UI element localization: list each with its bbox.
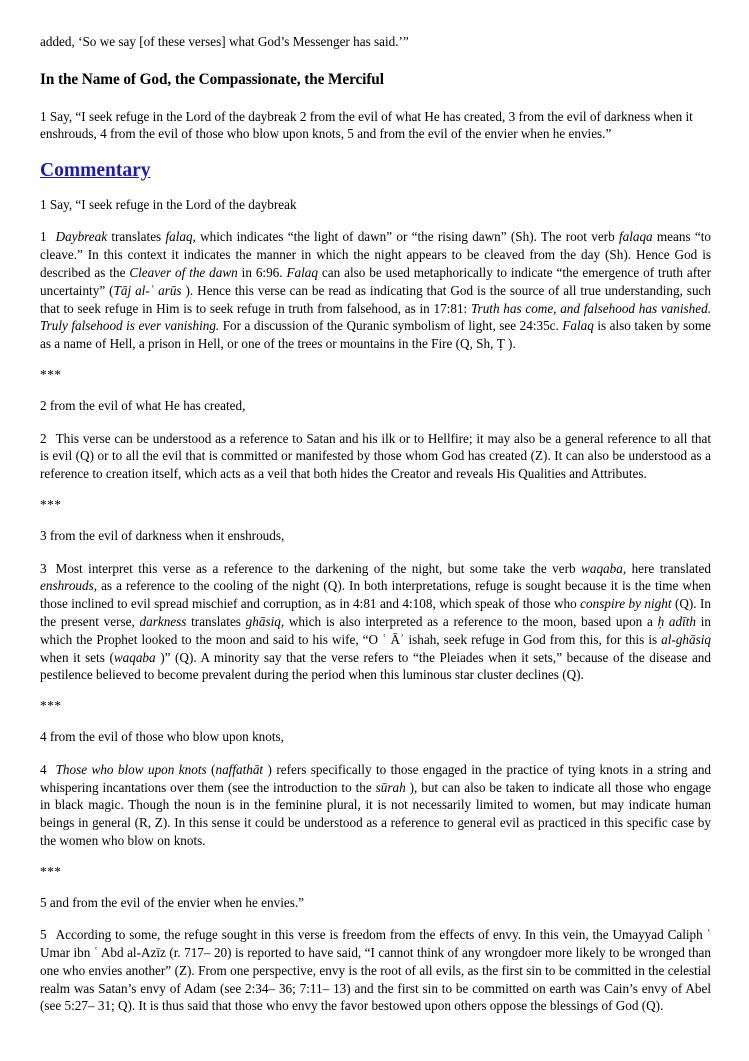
- spacer: [40, 51, 711, 70]
- spacer: [40, 383, 711, 397]
- note-body: This verse can be understood as a reference to Satan and his ilk or to Hellfire; it may also be a general reference to all that is evil (Q) or to all the evil that is committed or manifested by those whom God has created (Z). It can also be understood as a reference to creation itself, which acts as a veil that both hides the Creator and reveals His Qualities and Attributes.: [40, 430, 711, 482]
- spacer: [40, 513, 711, 527]
- note-number: 3: [40, 560, 47, 576]
- spacer: [40, 880, 711, 894]
- spacer: [40, 746, 711, 761]
- spacer: [40, 850, 711, 864]
- note-number: 4: [40, 761, 47, 777]
- commentary-heading-wrap: [40, 159, 711, 182]
- spacer: [40, 911, 711, 926]
- commentary-entries: [40, 196, 711, 1029]
- section-divider: ***: [40, 496, 62, 512]
- note-body: According to some, the refuge sought in this verse is freedom from the effects of envy. In this vein, the Umayyad Caliph ʿ Umar ibn ʿ Abd al-Azīz (r. 717– 20) is reported to have said, “I cannot think of any wrongdoer more likely to be wronged than one who envies another” (Z). From one perspective, envy is the root of all evils, as the first sin to be committed in the celestial realm was Satan’s envy of Adam (see 2:34– 36; 7:11– 13) and the first sin to be committed on earth was Cain’s envy of Abel (see 5:27– 31; Q). It is thus said that those who envy the favor bestowed upon others oppose the blessings of God (Q).: [40, 927, 711, 1014]
- spacer: [40, 143, 711, 159]
- verse-reference-line: 2 from the evil of what He has created,: [40, 397, 246, 413]
- note-number: 2: [40, 430, 47, 446]
- spacer: [40, 1015, 711, 1029]
- spacer: [40, 714, 711, 728]
- commentary-note: [40, 430, 711, 483]
- section-divider: ***: [40, 366, 62, 382]
- verse-reference-line: 3 from the evil of darkness when it enshrouds,: [40, 527, 285, 543]
- opening-line: added, ‘So we say [of these verses] what God’s Messenger has said.’”: [40, 34, 409, 49]
- spacer: [40, 415, 711, 430]
- commentary-note: [40, 761, 711, 850]
- bismillah-heading: In the Name of God, the Compassionate, the Merciful: [40, 70, 384, 88]
- note-body: Most interpret this verse as a reference to the darkening of the night, but some take the verb waqaba, here translated enshrouds, as a reference to the cooling of the night (Q). In both interpretations, refuge is sought because it is the time when those inclined to evil spread mischief and corruption, as in 4:81 and 4:108, which speak of those who conspire by night (Q). In the present verse, darkness translates ghāsiq, which is also interpreted as a reference to the moon, based upon a ḥ adīth in which the Prophet looked to the moon and said to his wife, “O ʿ Āʾ ishah, seek refuge in God from this, for this is al-ghāsiq when it sets (waqaba )” (Q). A minority say that the verse refers to “the Pleiades when it sets,” because of the disease and pestilence believed to become prevalent during the period when this luminous star cluster declines (Q).: [40, 560, 712, 683]
- spacer: [40, 89, 711, 108]
- note-number: 1: [40, 229, 47, 245]
- commentary-note: [40, 560, 711, 685]
- verse-reference-line: 1 Say, “I seek refuge in the Lord of the daybreak: [40, 196, 297, 212]
- section-divider: ***: [40, 698, 62, 714]
- note-body: Those who blow upon knots (naffathāt ) refers specifically to those engaged in the practice of tying knots in a string and whispering incantations over them (see the introduction to the sūrah ), but can also be taken to indicate all those who engage in black magic. Though the noun is in the feminine plural, it is not necessarily limited to women, but may indicate human beings in general (R, Z). In this sense it could be understood as a reference to general evil as practiced in this specific case by the women who blow on knots.: [40, 761, 712, 848]
- spacer: [40, 545, 711, 560]
- section-divider: ***: [40, 863, 62, 879]
- spacer: [40, 684, 711, 698]
- spacer: [40, 182, 711, 196]
- verse-reference-line: 4 from the evil of those who blow upon knots,: [40, 729, 284, 745]
- note-number: 5: [40, 927, 47, 943]
- commentary-note: [40, 926, 711, 1015]
- spacer: [40, 353, 711, 367]
- spacer: [40, 213, 711, 228]
- verse-block: 1 Say, “I seek refuge in the Lord of the daybreak 2 from the evil of what He has created, 3 from the evil of darkness when it enshrouds, 4 from the evil of those who blow upon knots, 5 and from the evil of the envier when he envies.”: [40, 108, 693, 142]
- commentary-heading: Commentary: [40, 159, 151, 181]
- commentary-note: [40, 228, 711, 353]
- spacer: [40, 483, 711, 497]
- note-body: Daybreak translates falaq, which indicates “the light of dawn” or “the rising dawn” (Sh). The root verb falaqa means “to cleave.” In this context it indicates the manner in which the night appears to be cleaved from the day (Sh). Hence God is described as the Cleaver of the dawn in 6:96. Falaq can also be used metaphorically to indicate “the emergence of truth after uncertainty” (Tāj al-ʿ arūs ). Hence this verse can be read as indicating that God is the source of all true understanding, such that to seek refuge in Him is to seek refuge in truth from falsehood, as in 17:81: Truth has come, and falsehood has vanished. Truly falsehood is ever vanishing. For a discussion of the Quranic symbolism of light, see 24:35c. Falaq is also taken by some as a name of Hell, a prison in Hell, or one of the trees or mountains in the Fire (Q, Sh, Ṭ ).: [40, 229, 711, 352]
- verse-reference-line: 5 and from the evil of the envier when he envies.”: [40, 894, 305, 910]
